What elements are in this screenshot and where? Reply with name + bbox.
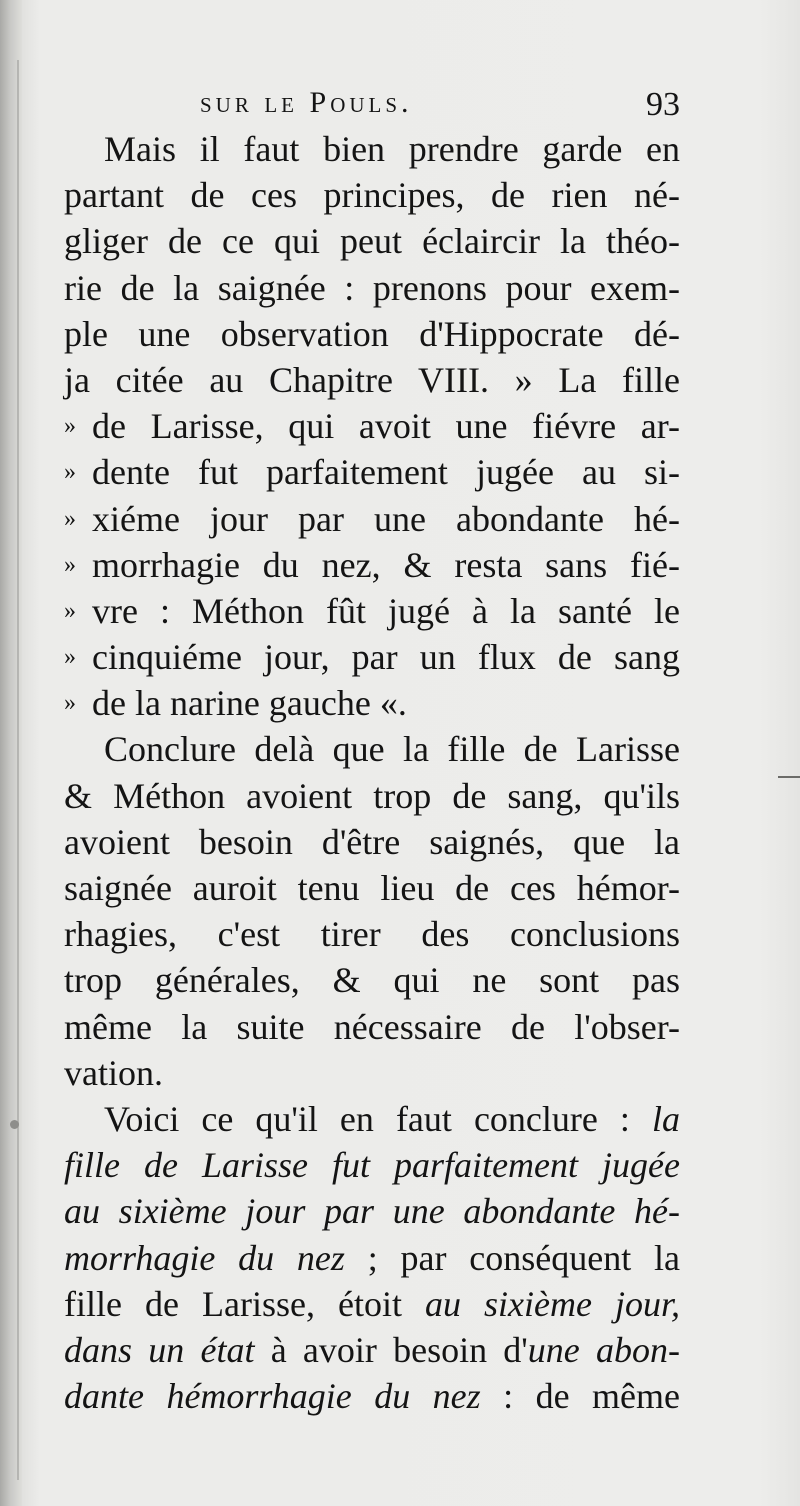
text-line: partant de ces principes, de rien né- (64, 175, 680, 216)
italic-text: au sixième jour, (425, 1283, 681, 1324)
text-line: gliger de ce qui peut éclaircir la théo- (64, 221, 680, 262)
quote-mark: » (64, 459, 76, 486)
quote-mark: » (64, 644, 76, 671)
quoted-text: dente fut parfaitement jugée au si- (92, 452, 680, 493)
quote-mark: » (64, 690, 76, 717)
text-line (64, 1281, 680, 1327)
roman-text: ; par conséquent la (367, 1237, 680, 1278)
text-line: au sixième jour par une abondante hé- (64, 1191, 680, 1232)
quoted-line (64, 449, 680, 495)
text-line (64, 1096, 680, 1142)
text-line: saignée auroit tenu lieu de ces hémor- (64, 868, 680, 908)
text-line (64, 1327, 680, 1373)
roman-text: : de même (503, 1376, 680, 1417)
quote-mark: » (64, 413, 76, 440)
text-line: rhagies, c'est tirer des conclusions (64, 914, 680, 955)
italic-text: dante hémorrhagie du nez (64, 1376, 481, 1417)
quoted-line (64, 680, 680, 726)
roman-text: à avoir besoin d' (270, 1329, 528, 1370)
text-line: fille de Larisse fut parfaitement jugée (64, 1145, 680, 1186)
text-line: même la suite nécessaire de l'obser- (64, 1006, 680, 1047)
roman-text: Voici ce qu'il en faut conclure : (104, 1098, 630, 1139)
text-line: ple une observation d'Hippocrate dé- (64, 313, 680, 354)
running-head: sur le Pouls. (200, 86, 413, 119)
quoted-line (64, 496, 680, 542)
text-line: rie de la saignée : prenons pour exem- (64, 267, 680, 308)
body-text (64, 126, 680, 1419)
italic-text: dans un état (64, 1329, 255, 1370)
text-line: & Méthon avoient trop de sang, qu'ils (64, 775, 680, 816)
text-line: trop générales, & qui ne sont pas (64, 960, 680, 1001)
quoted-text: cinquiéme jour, par un flux de sang (92, 637, 680, 678)
text-line: Conclure delà que la fille de Larisse (104, 729, 680, 770)
text-line: avoient besoin d'être saignés, que la (64, 821, 680, 862)
margin-mark (10, 1120, 19, 1129)
text-line (64, 1373, 680, 1419)
quoted-line (64, 403, 680, 449)
quote-mark: » (64, 505, 76, 532)
quoted-line (64, 588, 680, 634)
page-number: 93 (646, 86, 680, 123)
quoted-text: de Larisse, qui avoit une fiévre ar- (92, 406, 680, 447)
margin-dash (778, 776, 800, 778)
quote-mark: » (64, 597, 76, 624)
roman-text: fille de Larisse, étoit (64, 1283, 402, 1324)
italic-text: une abon- (527, 1329, 680, 1370)
text-line: ja citée au Chapitre VIII. » La fille (64, 359, 680, 400)
page-header (200, 86, 690, 130)
quoted-text: vre : Méthon fût jugé à la santé le (92, 590, 680, 631)
italic-text: morrhagie du nez (64, 1237, 345, 1278)
quoted-line (64, 634, 680, 680)
gutter-shadow-line (17, 60, 19, 1480)
quoted-text: de la narine gauche «. (92, 683, 407, 724)
quote-mark: » (64, 551, 76, 578)
italic-text: la (651, 1098, 680, 1139)
text-line: vation. (64, 1052, 163, 1093)
text-line (64, 1235, 680, 1281)
quoted-text: xiéme jour par une abondante hé- (92, 498, 680, 539)
quoted-text: morrhagie du nez, & resta sans fié- (92, 544, 680, 585)
quoted-line (64, 542, 680, 588)
text-line: Mais il faut bien prendre garde en (104, 129, 680, 169)
